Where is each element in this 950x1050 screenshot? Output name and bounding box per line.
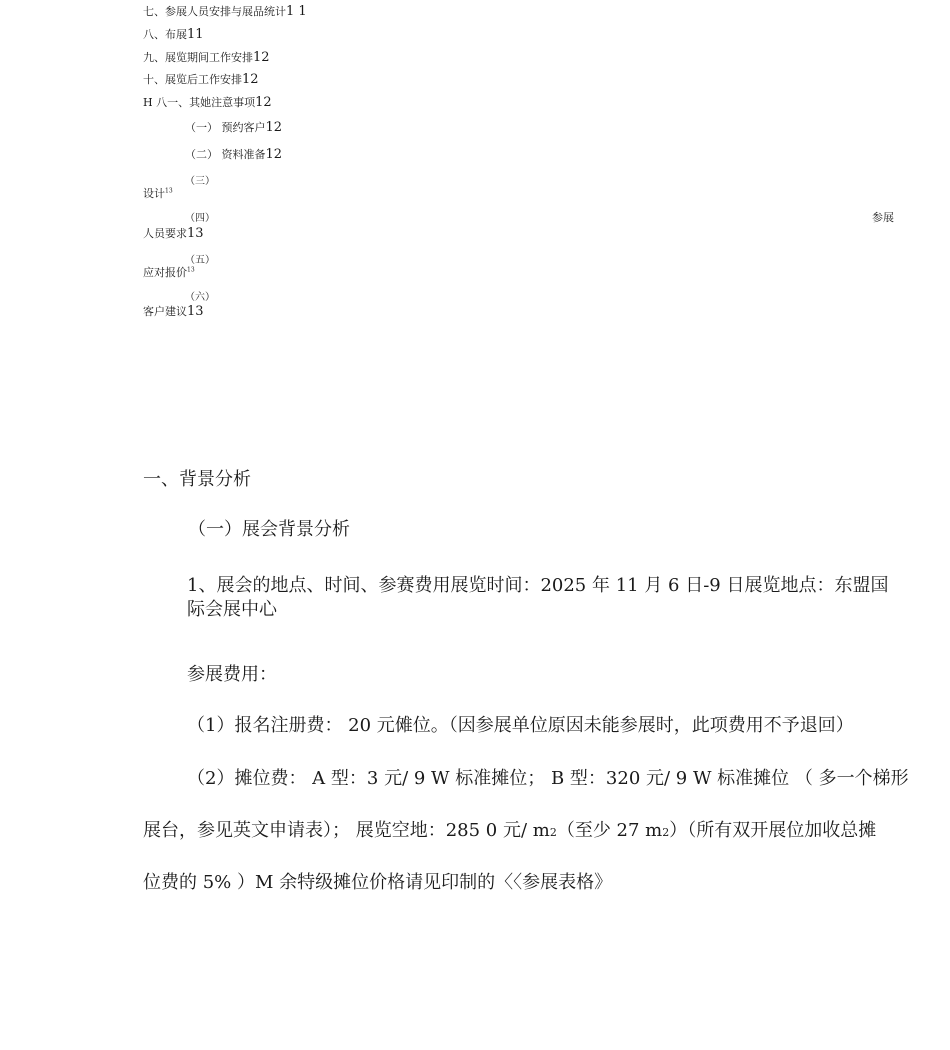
fee-item-booth-line (143, 816, 876, 842)
toc-subitem-text: 客户建议 (143, 305, 187, 318)
fee-text: 展台，参见英文申请表）； 展览空地：285 0 元/ m (143, 820, 550, 841)
toc-subitem-5[interactable] (143, 264, 195, 280)
fee-text: ）（所有双开展位加收总摊 (669, 820, 877, 841)
toc-subitem-page: 13 (165, 187, 173, 195)
toc-subitem-4-right: 参展 (872, 211, 894, 224)
toc-subitem-3-label: （三） (185, 176, 215, 187)
toc-subitem-text: 预约客户 (221, 121, 266, 134)
fees-label: 参展费用： (187, 664, 277, 685)
toc-subitem-text: 资料准备 (221, 148, 266, 161)
toc-item-10[interactable] (143, 71, 259, 87)
toc-subitem-4-label: （四） (185, 213, 215, 224)
toc-subitem-page: 13 (187, 266, 195, 274)
toc-subitem-6-label: （六） (185, 292, 215, 303)
paragraph-line: 际会展中心 (187, 599, 277, 620)
toc-subitem-text: 应对报价 (143, 266, 187, 279)
subsection-heading: （一）展会背景分析 (188, 519, 350, 540)
fee-item-booth-line: 位费的 5% ）M 余特级摊位价格请见印制的〈〈参展表格》 (143, 872, 613, 893)
toc-item-page: 1 1 (286, 4, 307, 19)
toc-item-page: 12 (255, 95, 272, 110)
toc-item-text: 十、展览后工作安排 (143, 73, 242, 86)
toc-item-text: H 八一、其她注意事项 (143, 96, 256, 109)
toc-subitem-6[interactable] (143, 303, 204, 319)
toc-subitem-label: （一） (185, 121, 218, 134)
toc-subitem-3[interactable] (143, 185, 173, 201)
toc-item-8[interactable] (143, 26, 204, 42)
toc-subitem-label: （二） (185, 148, 218, 161)
section-heading: 一、背景分析 (143, 469, 251, 490)
toc-item-text: 八、布展 (143, 28, 187, 41)
toc-item-text: 七、参展人员安排与展品统计 (143, 5, 286, 18)
toc-subitem-5-label: （五） (185, 255, 215, 266)
toc-subitem-2[interactable] (185, 146, 282, 162)
toc-subitem-page: 13 (187, 304, 204, 319)
toc-subitem-text: 设计 (143, 187, 165, 200)
paragraph-line: 1、展会的地点、时间、参赛费用展览时间：2025 年 11 月 6 日-9 日展览地点：东盟国 (187, 575, 889, 596)
fee-text: （至少 27 m (556, 820, 663, 841)
toc-item-page: 12 (253, 50, 270, 65)
fee-item-booth-line: （2）摊位费： A 型：3 元/ 9 W 标准摊位； B 型：320 元/ 9 W 标准摊位 （ 多一个梯形 (187, 768, 909, 789)
toc-item-page: 11 (187, 27, 204, 42)
toc-subitem-page: 12 (265, 147, 283, 162)
toc-subitem-1[interactable] (185, 119, 282, 135)
fee-subscript: 2 (549, 826, 557, 839)
fee-item-registration: （1）报名注册费： 20 元傩位。（因参展单位原因未能参展时，此项费用不予退回） (187, 715, 854, 736)
toc-subitem-text: 人员要求 (143, 227, 187, 240)
toc-subitem-page: 12 (265, 120, 283, 135)
toc-item-text: 九、展览期间工作安排 (143, 51, 253, 64)
toc-item-page: 12 (242, 72, 259, 87)
toc-item-9[interactable] (143, 49, 270, 65)
fee-subscript: 2 (662, 826, 670, 839)
toc-item-11[interactable] (143, 94, 272, 110)
toc-subitem-page: 13 (187, 226, 204, 241)
toc-subitem-4[interactable] (143, 225, 204, 241)
toc-item-7[interactable] (143, 3, 307, 19)
